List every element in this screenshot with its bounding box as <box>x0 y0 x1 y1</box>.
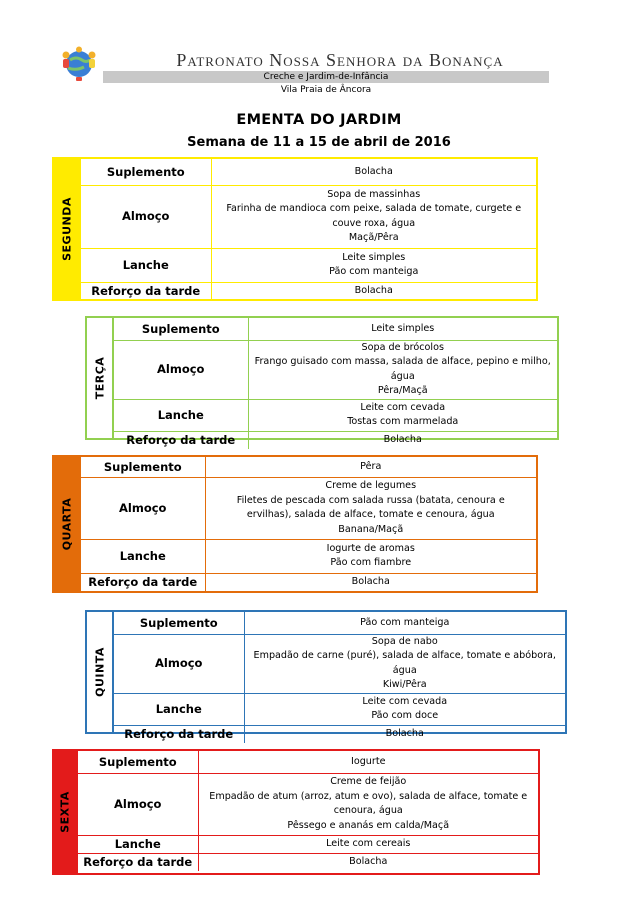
value-almoco <box>211 185 536 248</box>
page-title: EMENTA DO JARDIM <box>236 112 402 128</box>
label-reforco: Reforço da tarde <box>114 725 244 743</box>
label-reforco: Reforço da tarde <box>78 853 198 871</box>
value-almoco <box>198 773 538 835</box>
almoco-line: Maçã/Pêra <box>348 232 399 243</box>
lanche-line: Tostas com marmelada <box>347 416 459 427</box>
lanche-line: Iogurte de aromas <box>326 542 415 554</box>
organization-subtitle-2: Vila Praia de Âncora <box>280 85 372 95</box>
page-subtitle: Semana de 11 a 15 de abril de 2016 <box>187 135 451 150</box>
value-lanche <box>211 248 536 282</box>
row-almoco <box>81 477 536 539</box>
day-name: SEGUNDA <box>60 197 73 261</box>
menu-table <box>114 612 565 743</box>
almoco-line: cenoura, água <box>333 805 403 816</box>
label-suplemento: Suplemento <box>81 457 205 477</box>
menu-table <box>114 318 557 449</box>
row-lanche <box>81 248 536 282</box>
row-reforco <box>114 725 565 743</box>
lanche-line: Pão com doce <box>371 710 439 721</box>
day-name: QUINTA <box>93 647 106 697</box>
value-almoco <box>205 477 536 539</box>
label-reforco: Reforço da tarde <box>114 431 248 449</box>
label-lanche: Lanche <box>81 539 205 573</box>
row-almoco <box>81 185 536 248</box>
label-almoco: Almoço <box>114 340 248 399</box>
day-block-quinta <box>85 610 567 741</box>
menu-table <box>81 457 536 591</box>
value-suplemento: Pêra <box>205 457 536 477</box>
row-almoco <box>78 773 538 835</box>
label-suplemento: Suplemento <box>78 751 198 773</box>
day-label-tab <box>87 318 114 438</box>
lanche-line: Leite simples <box>342 251 406 263</box>
almoco-line: Creme de feijão <box>330 776 407 787</box>
row-reforco <box>114 431 557 449</box>
day-block-sexta <box>52 749 540 875</box>
label-lanche: Lanche <box>114 693 244 725</box>
day-block-terca <box>85 316 559 447</box>
day-name: SEXTA <box>58 791 72 833</box>
almoco-line: Filetes de pescada com salada russa (batata, cenoura e <box>236 494 505 506</box>
value-reforco: Bolacha <box>205 573 536 591</box>
label-almoco: Almoço <box>78 773 198 835</box>
organization-subtitle-1: Creche e Jardim-de-Infância <box>263 72 389 82</box>
value-lanche <box>248 399 557 431</box>
row-reforco <box>81 282 536 299</box>
label-suplemento: Suplemento <box>114 318 248 340</box>
almoco-line: Empadão de atum (arroz, atum e ovo), salada de alface, tomate e <box>209 790 528 802</box>
row-suplemento <box>81 159 536 185</box>
row-suplemento <box>114 318 557 340</box>
day-name: TERÇA <box>93 356 106 400</box>
menu-table <box>78 751 538 871</box>
label-lanche: Lanche <box>114 399 248 431</box>
almoco-line: ervilhas), salada de alface, tomate e cenoura, água <box>246 509 495 520</box>
label-suplemento: Suplemento <box>81 159 211 185</box>
day-block-segunda <box>52 157 538 301</box>
value-almoco <box>244 634 565 693</box>
almoco-line: Creme de legumes <box>325 480 417 491</box>
almoco-line: Sopa de brócolos <box>361 341 444 353</box>
almoco-line: Kiwi/Pêra <box>382 679 427 690</box>
almoco-line: Sopa de massinhas <box>327 188 421 200</box>
almoco-line: Banana/Maçã <box>338 523 404 535</box>
row-lanche <box>81 539 536 573</box>
menu-table <box>81 159 536 299</box>
day-label-tab <box>87 612 114 732</box>
almoco-line: Frango guisado com massa, salada de alface, pepino e milho, água <box>254 356 551 382</box>
row-reforco <box>78 853 538 871</box>
label-lanche: Lanche <box>81 248 211 282</box>
label-almoco: Almoço <box>114 634 244 693</box>
value-suplemento: Pão com manteiga <box>244 612 565 634</box>
lanche-line: Pão com manteiga <box>329 266 419 277</box>
almoco-line: Empadão de carne (puré), salada de alface, tomate e abóbora, água <box>253 650 556 676</box>
value-almoco <box>248 340 557 399</box>
lanche-line: Leite com cevada <box>360 401 446 413</box>
almoco-line: couve roxa, água <box>332 217 416 229</box>
row-suplemento <box>114 612 565 634</box>
row-lanche <box>114 399 557 431</box>
almoco-line: Farinha de mandioca com peixe, salada de tomate, curgete e <box>226 203 522 214</box>
lanche-line: Pão com fiambre <box>330 557 412 568</box>
row-almoco <box>114 634 565 693</box>
label-lanche: Lanche <box>78 835 198 853</box>
value-lanche <box>244 693 565 725</box>
day-label-tab <box>54 457 81 591</box>
label-suplemento: Suplemento <box>114 612 244 634</box>
value-lanche: Leite com cereais <box>198 835 538 853</box>
organization-name: Patronato Nossa Senhora da Bonança <box>176 50 504 70</box>
day-block-quarta <box>52 455 538 593</box>
row-almoco <box>114 340 557 399</box>
value-reforco: Bolacha <box>198 853 538 871</box>
almoco-line: Pêssego e ananás em calda/Maçã <box>287 819 450 831</box>
value-lanche <box>205 539 536 573</box>
row-reforco <box>81 573 536 591</box>
value-reforco: Bolacha <box>248 431 557 449</box>
almoco-line: Sopa de nabo <box>371 635 438 647</box>
lanche-line: Leite com cevada <box>362 695 448 707</box>
almoco-line: Pêra/Maçã <box>377 385 428 396</box>
row-lanche <box>114 693 565 725</box>
row-suplemento <box>78 751 538 773</box>
value-suplemento: Bolacha <box>211 159 536 185</box>
value-reforco: Bolacha <box>244 725 565 743</box>
value-suplemento: Iogurte <box>198 751 538 773</box>
label-reforco: Reforço da tarde <box>81 573 205 591</box>
day-label-tab <box>54 159 81 299</box>
label-almoco: Almoço <box>81 185 211 248</box>
day-name: QUARTA <box>60 497 73 551</box>
row-suplemento <box>81 457 536 477</box>
label-almoco: Almoço <box>81 477 205 539</box>
value-suplemento: Leite simples <box>248 318 557 340</box>
day-label-tab <box>54 751 78 873</box>
children-globe-logo-icon <box>58 46 100 82</box>
row-lanche <box>78 835 538 853</box>
value-reforco: Bolacha <box>211 282 536 299</box>
label-reforco: Reforço da tarde <box>81 282 211 299</box>
